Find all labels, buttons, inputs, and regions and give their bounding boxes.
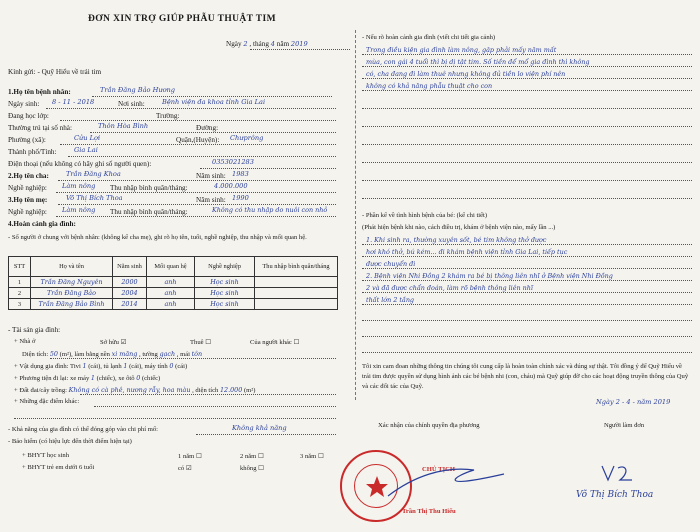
father-job-label: Nghề nghiệp: — [8, 184, 47, 192]
reason-line: mùa, con gái 4 tuổi thì bị dị tật tim. Số tiền để mổ gia đình thì không — [366, 58, 590, 66]
residence-label: Thường trú tại số nhà: — [8, 124, 72, 132]
family-sub-label: - Số người ở chung với bệnh nhân: (không kể cha mẹ), ghi rõ họ tên, tuổi, nghề nghiệp, thu nhập và mối quan hệ. — [8, 234, 307, 241]
rent-checkbox[interactable]: Thuê ☐ — [190, 339, 212, 346]
phone-value: 0353021283 — [212, 158, 254, 166]
illness-label: - Phần kể về tình hình bệnh của bé: (kể chi tiết) — [362, 212, 488, 219]
official-signature — [384, 456, 514, 506]
reason-line: Trong điều kiện gia đình làm nông, gặp phải mấy năm mất — [366, 46, 557, 54]
father-year-label: Năm sinh: — [196, 172, 226, 180]
other-owner-checkbox[interactable]: Của người khác ☐ — [250, 339, 300, 346]
area-row: Diện tích: 50 (m²), làm bằng nền xi măng , tường gạch , mái tôn — [22, 350, 203, 358]
patient-name: Trần Đăng Bảo Hương — [100, 86, 176, 94]
house-label: + Nhà ở — [14, 338, 36, 345]
confirm-label: Xác nhận của chính quyền địa phương — [378, 422, 480, 429]
ward-value: Cửu Lợi — [74, 134, 101, 142]
dob-value: 8 - 11 - 2018 — [52, 98, 95, 106]
mother-income-label: Thu nhập bình quân/tháng: — [110, 208, 188, 216]
land-row: + Đất đai/cây trồng: Không có cà phê, nương rẫy, hoa màu , diện tích 12.000 (m²) — [14, 386, 256, 394]
appliances-row: + Vật dụng gia đình: Tivi 1 (cái), tủ lạnh 1 (cái), máy tính 0 (cái) — [14, 362, 188, 370]
table-row: 3 Trần Đăng Bảo Bình 2014 anh Học sinh — [9, 299, 338, 310]
city-label: Thành phố/Tỉnh: — [8, 148, 57, 156]
header-stt: STT — [9, 257, 31, 277]
father-income: 4.000.000 — [214, 182, 248, 190]
bhyt-student-label: + BHYT học sinh — [22, 452, 70, 459]
mother-job-label: Nghề nghiệp: — [8, 208, 47, 216]
father-income-label: Thu nhập bình quân/tháng: — [110, 184, 188, 192]
assets-label: - Tài sản gia đình: — [8, 326, 61, 334]
illness-line: 2 và đã được chẩn đoán, làm rõ bệnh thông liên nhĩ — [366, 284, 533, 292]
one-year-checkbox[interactable]: 1 năm ☐ — [178, 453, 202, 460]
illness-line: 1. Khi sinh ra, thường xuyên sốt, bé tim không thở được — [366, 236, 547, 244]
father-job: Làm nông — [62, 182, 96, 190]
district-value: Chưprông — [230, 134, 264, 142]
reason-line: không có khả năng phẫu thuật cho con — [366, 82, 493, 90]
addressee: Kính gửi: - Quỹ Hiểu về trái tim — [8, 68, 102, 76]
dob-label: Ngày sinh: — [8, 100, 40, 108]
father-year: 1983 — [232, 170, 249, 178]
residence-value: Thôn Hòa Bình — [98, 122, 149, 130]
yes-checkbox[interactable]: có ☑ — [178, 465, 192, 472]
table-row: 1 Trần Đăng Nguyên 2000 anh Học sinh — [9, 277, 338, 288]
illness-line: được chuyển đi — [366, 260, 416, 268]
city-value: Gia Lai — [74, 146, 98, 154]
district-label: Quận,(Huyện): — [176, 136, 220, 144]
insurance-label: - Bảo hiểm (có hiệu lực đến thời điểm hiện tại) — [8, 438, 132, 445]
mother-label: 3.Họ tên mẹ: — [8, 196, 48, 204]
reason-label: - Nếu rõ hoàn cảnh gia đình (viết chi tiết gia cảnh) — [362, 34, 496, 41]
table-row: 2 Trần Đăng Bảo 2004 anh Học sinh — [9, 288, 338, 299]
mother-name: Võ Thị Bích Thoa — [66, 194, 123, 202]
header-year: Năm sinh — [113, 257, 147, 277]
bhyt-child-label: + BHYT trẻ em dưới 6 tuổi — [22, 464, 95, 471]
reason-line: có, cha đang đi làm thuê nhưng không đủ tiền lo viện phí nên — [366, 70, 566, 78]
column-divider — [355, 30, 356, 400]
illness-line: 2. Bệnh viện Nhi Đồng 2 khám ra bé bị thông liên nhĩ ở Bệnh viện Nhi Đồng — [366, 272, 613, 280]
own-checkbox[interactable]: Sở hữu ☑ — [100, 339, 127, 346]
illness-line: thất lớn 2 tầng — [366, 296, 415, 304]
applicant-name: Võ Thị Bích Thoa — [576, 490, 654, 500]
father-label: 2.Họ tên cha: — [8, 172, 49, 180]
two-years-checkbox[interactable]: 2 năm ☐ — [240, 453, 264, 460]
three-years-checkbox[interactable]: 3 năm ☐ — [300, 453, 324, 460]
official-title: CHỦ TỊCH — [422, 466, 456, 473]
commitment-text: Tôi xin cam đoan những thông tin chúng tôi cung cấp là hoàn toàn chính xác và đúng sự thật. Tôi đồng ý để Quỹ Hiểu về trái tim được quyền sử dụng hình ảnh các bé bệnh nhi (con, cháu) mà Quỹ giúp đỡ cho các hoạt động truyền thông của Quỹ và các đối tác của Quỹ. — [362, 363, 689, 390]
vehicle-row: + Phương tiện đi lại: xe máy 1 (chiếc), xe ôtô 0 (chiếc) — [14, 374, 161, 382]
capacity-label: - Khả năng của gia đình có thể đóng góp vào chi phí mổ: — [8, 426, 158, 433]
other-features-label: + Những đặc điểm khác: — [14, 398, 80, 405]
grade-label: Đang học lớp: — [8, 112, 49, 120]
illness-line: hơi khó thở, bú kém... đi khám bệnh viện tỉnh Gia Lai, tiếp tục — [366, 248, 568, 256]
birthplace-value: Bệnh viện đa khoa tỉnh Gia Lai — [162, 98, 266, 106]
family-table-header — [9, 257, 338, 277]
applicant-label: Người làm đơn — [604, 422, 645, 429]
school-label: Trường: — [156, 112, 180, 120]
mother-year: 1990 — [232, 194, 249, 202]
family-label: 4.Hoàn cảnh gia đình: — [8, 220, 76, 228]
ward-label: Phường (xã): — [8, 136, 46, 144]
illness-sub-label: (Phát hiện bệnh khi nào, cách điều trị, khám ở bệnh viện nào, mấy lần ...) — [362, 224, 556, 231]
no-checkbox[interactable]: không ☐ — [240, 465, 265, 472]
patient-section-label: 1.Họ tên bệnh nhân: — [8, 88, 71, 96]
family-table — [8, 256, 338, 310]
form-title: ĐƠN XIN TRỢ GIÚP PHẪU THUẬT TIM — [88, 14, 277, 24]
mother-year-label: Năm sinh: — [196, 196, 226, 204]
applicant-signature — [598, 462, 638, 486]
header-job: Nghề nghiệp — [195, 257, 255, 277]
form-date: Ngày 2 , tháng 4 năm 2019 — [226, 40, 308, 48]
mother-income: Không có thu nhập do nuôi con nhỏ — [212, 206, 328, 214]
header-name: Họ và tên — [31, 257, 113, 277]
header-income: Thu nhập bình quân/tháng — [255, 257, 338, 277]
sign-date: Ngày 2 - 4 - năm 2019 — [596, 398, 671, 406]
father-name: Trần Đăng Khoa — [66, 170, 121, 178]
header-relation: Mối quan hệ — [147, 257, 195, 277]
official-name: Trần Thị Thu Hiếu — [402, 508, 456, 515]
capacity-value: Không khả năng — [232, 424, 287, 432]
street-label: Đường: — [196, 124, 219, 132]
birthplace-label: Nơi sinh: — [118, 100, 145, 108]
phone-label: Điện thoại (nếu không có hãy ghi số người quen): — [8, 160, 152, 168]
mother-job: Làm nông — [62, 206, 96, 214]
